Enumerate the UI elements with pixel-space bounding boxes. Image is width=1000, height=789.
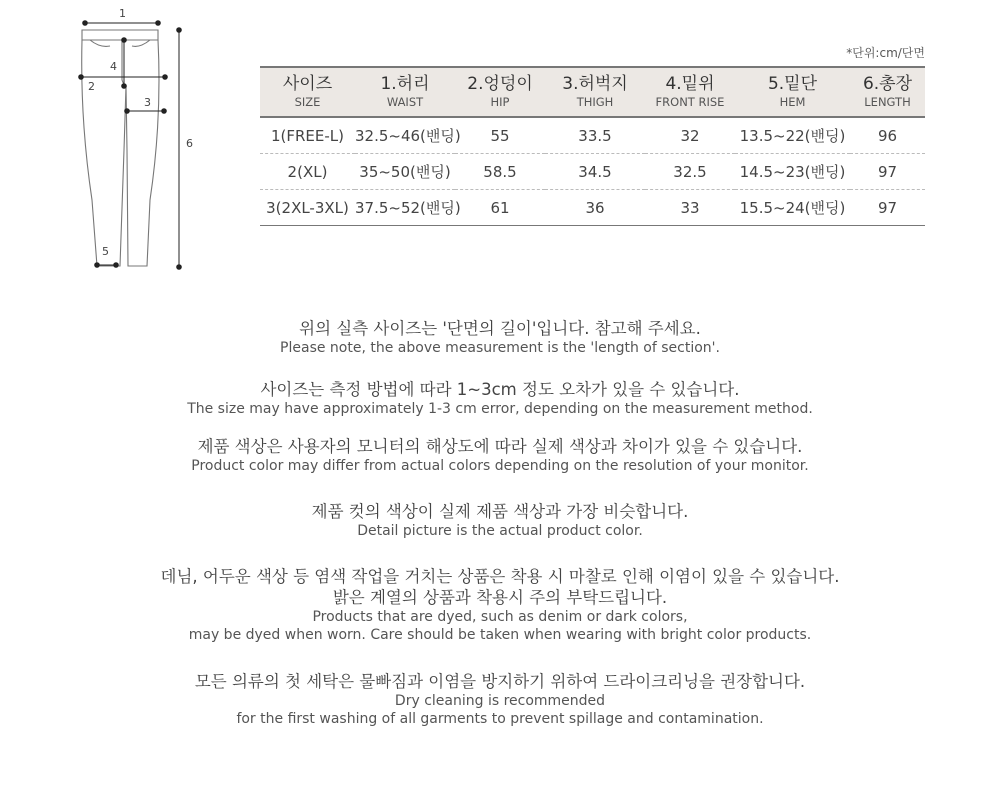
- note-section-error: [0, 379, 1000, 418]
- cell-thigh: 36: [545, 190, 645, 226]
- note-en-line: Dry cleaning is recommended: [394, 693, 606, 709]
- cell-length: 97: [850, 154, 925, 190]
- unit-note: *단위:cm/단면: [846, 46, 925, 60]
- cell-waist: 37.5~52(밴딩): [355, 190, 455, 226]
- header-waist: 1.허리 WAIST: [355, 67, 455, 117]
- size-table: [260, 66, 925, 226]
- header-front-rise: 4.밑위 FRONT RISE: [645, 67, 735, 117]
- cell-front-rise: 33: [645, 190, 735, 226]
- note-en-line: Please note, the above measurement is the 'length of section'.: [280, 340, 720, 356]
- note-en-line: may be dyed when worn. Care should be taken when wearing with bright color products.: [188, 627, 812, 643]
- measure-label-length: 6: [186, 137, 193, 150]
- cell-waist: 32.5~46(밴딩): [355, 117, 455, 154]
- cell-hem: 13.5~22(밴딩): [735, 117, 850, 154]
- header-length: 6.총장 LENGTH: [850, 67, 925, 117]
- cell-thigh: 33.5: [545, 117, 645, 154]
- note-en-line: for the first washing of all garments to prevent spillage and contamination.: [236, 711, 764, 727]
- cell-thigh: 34.5: [545, 154, 645, 190]
- header-hip: 2.엉덩이 HIP: [455, 67, 545, 117]
- note-section-detail-color: [0, 501, 1000, 540]
- header-thigh: 3.허벅지 THIGH: [545, 67, 645, 117]
- note-section-dye-transfer: [0, 566, 1000, 644]
- note-ko-line: 제품 색상은 사용자의 모니터의 해상도에 따라 실제 색상과 차이가 있을 수 있습니다.: [197, 437, 803, 456]
- pants-measurement-diagram: [70, 0, 200, 280]
- header-size: 사이즈 SIZE: [260, 67, 355, 117]
- cell-size: 1(FREE-L): [260, 117, 355, 154]
- cell-front-rise: 32.5: [645, 154, 735, 190]
- measure-label-waist: 1: [119, 7, 126, 20]
- note-ko-line: 밝은 계열의 상품과 착용시 주의 부탁드립니다.: [332, 588, 668, 607]
- note-en-line: Detail picture is the actual product color.: [357, 523, 643, 539]
- cell-waist: 35~50(밴딩): [355, 154, 455, 190]
- cell-length: 96: [850, 117, 925, 154]
- cell-size: 2(XL): [260, 154, 355, 190]
- cell-hem: 14.5~23(밴딩): [735, 154, 850, 190]
- note-en-line: Products that are dyed, such as denim or dark colors,: [312, 609, 688, 625]
- table-header-row: [260, 67, 925, 117]
- note-en-line: Product color may differ from actual colors depending on the resolution of your monitor.: [191, 458, 809, 474]
- cell-hem: 15.5~24(밴딩): [735, 190, 850, 226]
- cell-length: 97: [850, 190, 925, 226]
- note-ko-line: 데님, 어두운 색상 등 염색 작업을 거치는 상품은 착용 시 마찰로 인해 이염이 있을 수 있습니다.: [160, 567, 840, 586]
- care-notes: [0, 318, 1000, 750]
- cell-hip: 61: [455, 190, 545, 226]
- note-section-measurement: [0, 318, 1000, 357]
- pants-outline-icon: [70, 0, 200, 280]
- measure-label-thigh: 3: [144, 96, 151, 109]
- cell-hip: 58.5: [455, 154, 545, 190]
- note-ko-line: 위의 실측 사이즈는 '단면의 길이'입니다. 참고해 주세요.: [299, 319, 701, 338]
- cell-size: 3(2XL-3XL): [260, 190, 355, 226]
- note-en-line: The size may have approximately 1-3 cm error, depending on the measurement method.: [187, 401, 813, 417]
- measure-label-front-rise: 4: [110, 60, 117, 73]
- header-hem: 5.밑단 HEM: [735, 67, 850, 117]
- table-row: [260, 190, 925, 226]
- note-ko-line: 모든 의류의 첫 세탁은 물빠짐과 이염을 방지하기 위하여 드라이크리닝을 권장합니다.: [194, 672, 806, 691]
- table-row: [260, 117, 925, 154]
- measure-label-hem: 5: [102, 245, 109, 258]
- note-section-dry-cleaning: [0, 671, 1000, 728]
- table-row: [260, 154, 925, 190]
- note-section-monitor-color: [0, 436, 1000, 475]
- cell-front-rise: 32: [645, 117, 735, 154]
- measure-label-hip: 2: [88, 80, 95, 93]
- note-ko-line: 사이즈는 측정 방법에 따라 1~3cm 정도 오차가 있을 수 있습니다.: [260, 380, 740, 399]
- cell-hip: 55: [455, 117, 545, 154]
- note-ko-line: 제품 컷의 색상이 실제 제품 색상과 가장 비슷합니다.: [311, 502, 689, 521]
